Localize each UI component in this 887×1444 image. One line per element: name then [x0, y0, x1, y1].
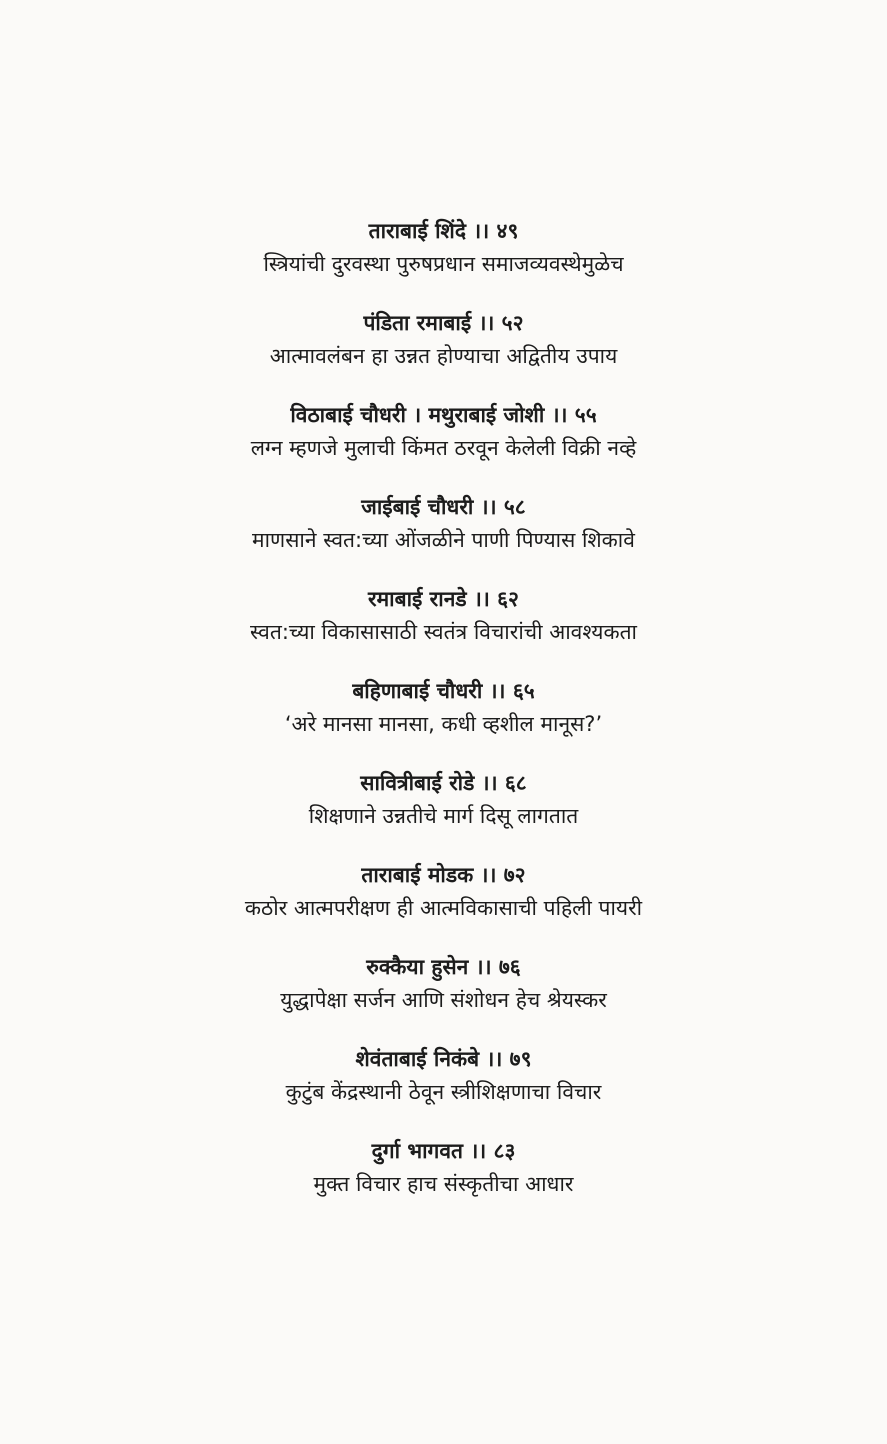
entry-heading: ताराबाई शिंदे ।। ४९: [368, 219, 519, 243]
entry-subtitle: लग्न म्हणजे मुलाची किंमत ठरवून केलेली विक्री नव्हे: [250, 436, 637, 460]
entry-subtitle: युद्धापेक्षा सर्जन आणि संशोधन हेच श्रेयस्कर: [280, 988, 607, 1012]
entry-subtitle: कुटुंब केंद्रस्थानी ठेवून स्त्रीशिक्षणाचा विचार: [285, 1080, 602, 1104]
entry-heading: ताराबाई मोडक ।। ७२: [361, 863, 526, 887]
toc-entry: [0, 398, 887, 490]
entry-subtitle: स्वत:च्या विकासासाठी स्वतंत्र विचारांची आवश्यकता: [250, 620, 637, 644]
table-of-contents: [0, 214, 887, 1226]
entry-heading: बहिणाबाई चौधरी ।। ६५: [352, 679, 535, 703]
toc-entry: [0, 214, 887, 306]
entry-heading: दुर्गा भागवत ।। ८३: [371, 1139, 516, 1163]
entry-subtitle: कठोर आत्मपरीक्षण ही आत्मविकासाची पहिली पायरी: [244, 896, 643, 920]
toc-entry: [0, 1134, 887, 1226]
toc-entry: [0, 858, 887, 950]
entry-heading: विठाबाई चौधरी । मथुराबाई जोशी ।। ५५: [290, 403, 597, 427]
entry-heading: रुक्कैया हुसेन ।। ७६: [366, 955, 521, 979]
entry-heading: शेवंताबाई निकंबे ।। ७९: [355, 1047, 532, 1071]
toc-entry: [0, 766, 887, 858]
toc-entry: [0, 306, 887, 398]
entry-heading: जाईबाई चौधरी ।। ५८: [361, 495, 526, 519]
entry-subtitle: मुक्त विचार हाच संस्कृतीचा आधार: [313, 1172, 574, 1196]
entry-subtitle: आत्मावलंबन हा उन्नत होण्याचा अद्वितीय उपाय: [269, 344, 618, 368]
entry-subtitle: माणसाने स्वत:च्या ओंजळीने पाणी पिण्यास शिकावे: [252, 528, 635, 552]
entry-heading: सावित्रीबाई रोडे ।। ६८: [360, 771, 527, 795]
entry-subtitle: ‘अरे मानसा मानसा, कधी व्हशील मानूस?’: [284, 712, 603, 736]
entry-subtitle: शिक्षणाने उन्नतीचे मार्ग दिसू लागतात: [308, 804, 579, 828]
entry-heading: रमाबाई रानडे ।। ६२: [368, 587, 519, 611]
toc-entry: [0, 950, 887, 1042]
toc-entry: [0, 1042, 887, 1134]
entry-heading: पंडिता रमाबाई ।। ५२: [363, 311, 524, 335]
toc-entry: [0, 582, 887, 674]
toc-entry: [0, 674, 887, 766]
entry-subtitle: स्त्रियांची दुरवस्था पुरुषप्रधान समाजव्यवस्थेमुळेच: [263, 252, 624, 276]
toc-entry: [0, 490, 887, 582]
